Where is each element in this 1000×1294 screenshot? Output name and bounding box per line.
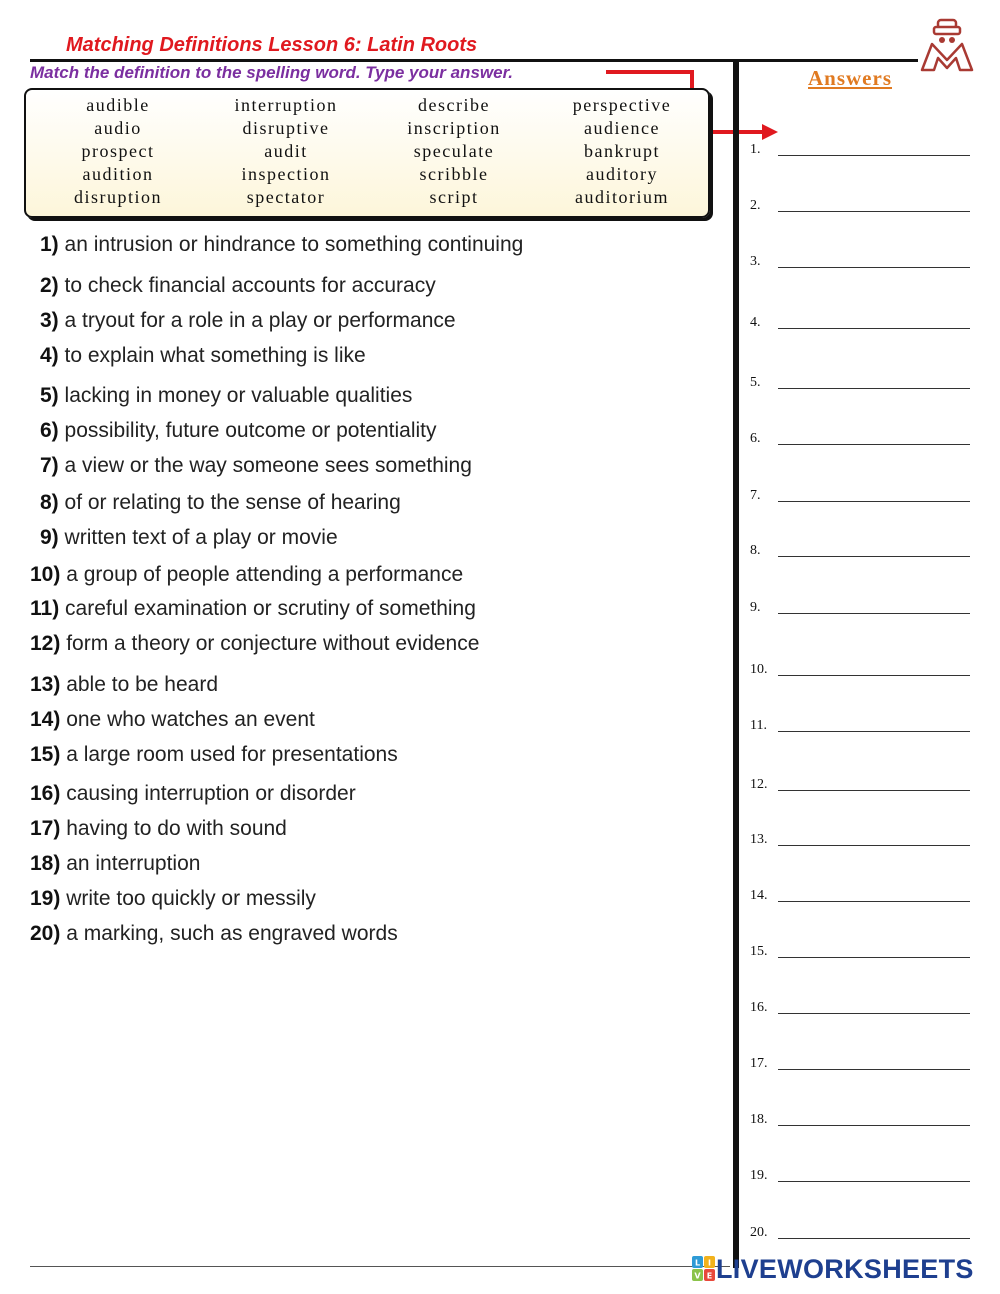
badge-letter: I <box>708 1258 711 1268</box>
answer-field-8[interactable] <box>778 537 970 557</box>
definition-number: 17) <box>30 817 61 840</box>
definition-item <box>30 743 398 767</box>
footer-rule <box>30 1266 730 1267</box>
definition-number: 3) <box>40 309 59 332</box>
answer-number: 8. <box>750 543 761 558</box>
answer-number: 14. <box>750 888 768 903</box>
word-bank-word: audition <box>82 164 154 184</box>
definition-item <box>30 887 316 911</box>
definition-number: 14) <box>30 708 61 731</box>
answer-field-7[interactable] <box>778 482 970 502</box>
answer-line <box>778 790 970 791</box>
definition-text: an interruption <box>66 852 201 875</box>
word-bank-word: audible <box>86 95 150 115</box>
answer-number: 10. <box>750 662 768 677</box>
answer-field-1[interactable] <box>778 136 970 156</box>
badge-letter: L <box>694 1258 701 1268</box>
word-bank-word: audit <box>264 141 308 161</box>
definition-text: an intrusion or hindrance to something continuing <box>64 233 524 256</box>
answer-number: 16. <box>750 1000 768 1015</box>
answer-field-18[interactable] <box>778 1106 970 1126</box>
definition-text: one who watches an event <box>66 708 315 731</box>
definition-number: 7) <box>40 454 59 477</box>
answer-number: 7. <box>750 488 761 503</box>
definition-text: written text of a play or movie <box>64 526 338 549</box>
definition-number: 11) <box>30 597 60 620</box>
answer-field-4[interactable] <box>778 309 970 329</box>
header-rule <box>30 59 918 62</box>
definition-item <box>30 852 200 876</box>
word-bank-word: inspection <box>241 164 331 184</box>
definition-text: causing interruption or disorder <box>66 782 356 805</box>
definition-text: lacking in money or valuable qualities <box>64 384 413 407</box>
word-bank-column-1 <box>33 94 203 209</box>
word-bank <box>24 88 710 218</box>
answer-line <box>778 901 970 902</box>
definition-number: 10) <box>30 563 61 586</box>
word-bank-word: interruption <box>234 95 338 115</box>
definition-text: a tryout for a role in a play or performance <box>64 309 456 332</box>
definition-item <box>40 344 366 368</box>
answer-field-6[interactable] <box>778 425 970 445</box>
liveworksheets-badge-icon <box>692 1256 716 1282</box>
answer-line <box>778 267 970 268</box>
word-bank-word: disruptive <box>242 118 330 138</box>
definition-number: 18) <box>30 852 61 875</box>
word-bank-word: spectator <box>246 187 326 207</box>
answer-number: 17. <box>750 1056 768 1071</box>
definition-text: to check financial accounts for accuracy <box>64 274 436 297</box>
answer-line <box>778 675 970 676</box>
answer-line <box>778 731 970 732</box>
definition-item <box>40 309 456 333</box>
answer-line <box>778 328 970 329</box>
word-bank-word: prospect <box>81 141 155 161</box>
answer-line <box>778 1069 970 1070</box>
definition-number: 1) <box>40 233 59 256</box>
word-bank-word: describe <box>418 95 490 115</box>
instructions: Match the definition to the spelling word. Type your answer. <box>30 63 513 82</box>
answer-field-14[interactable] <box>778 882 970 902</box>
definition-item <box>30 673 218 697</box>
worksheet-title: Matching Definitions Lesson 6: Latin Roots <box>66 34 478 56</box>
definition-number: 12) <box>30 632 61 655</box>
answer-line <box>778 155 970 156</box>
definition-number: 20) <box>30 922 61 945</box>
definition-text: to explain what something is like <box>64 344 366 367</box>
answer-number: 5. <box>750 375 761 390</box>
answer-line <box>778 1238 970 1239</box>
answer-line <box>778 211 970 212</box>
definition-text: a view or the way someone sees something <box>64 454 472 477</box>
definition-item <box>30 708 315 732</box>
answer-field-9[interactable] <box>778 594 970 614</box>
answer-line <box>778 1181 970 1182</box>
answer-field-3[interactable] <box>778 248 970 268</box>
word-bank-word: audience <box>584 118 660 138</box>
definition-item <box>40 491 401 515</box>
answer-field-12[interactable] <box>778 771 970 791</box>
answer-field-17[interactable] <box>778 1050 970 1070</box>
answer-number: 19. <box>750 1168 768 1183</box>
answer-line <box>778 1013 970 1014</box>
answer-field-19[interactable] <box>778 1162 970 1182</box>
answer-line <box>778 1125 970 1126</box>
definition-item <box>30 922 398 946</box>
definition-text: possibility, future outcome or potentiality <box>64 419 437 442</box>
definition-text: a group of people attending a performance <box>66 563 464 586</box>
answer-field-16[interactable] <box>778 994 970 1014</box>
definition-number: 16) <box>30 782 61 805</box>
definition-text: a large room used for presentations <box>66 743 398 766</box>
word-bank-word: disruption <box>73 187 162 207</box>
answer-field-20[interactable] <box>778 1219 970 1239</box>
answer-field-2[interactable] <box>778 192 970 212</box>
answer-number: 20. <box>750 1225 768 1240</box>
answer-number: 13. <box>750 832 768 847</box>
definition-text: able to be heard <box>66 673 218 696</box>
definition-text: having to do with sound <box>66 817 287 840</box>
definition-item <box>30 563 463 587</box>
answer-line <box>778 501 970 502</box>
word-bank-column-2 <box>201 94 371 209</box>
answer-number: 2. <box>750 198 761 213</box>
definition-number: 8) <box>40 491 59 514</box>
answers-heading: Answers <box>808 66 892 90</box>
definition-number: 13) <box>30 673 61 696</box>
answer-number: 11. <box>750 718 767 733</box>
definition-item <box>40 419 437 443</box>
definition-item <box>40 274 436 298</box>
word-bank-word: inscription <box>407 118 501 138</box>
answer-field-5[interactable] <box>778 369 970 389</box>
definition-item <box>40 233 523 257</box>
word-bank-word: audio <box>94 118 142 138</box>
answer-number: 6. <box>750 431 761 446</box>
answer-number: 9. <box>750 600 761 615</box>
definition-item <box>30 632 479 656</box>
badge-letter: E <box>706 1271 713 1281</box>
mascot-logo-icon <box>918 18 976 74</box>
answer-line <box>778 444 970 445</box>
word-bank-column-3 <box>369 94 539 209</box>
badge-letter: V <box>694 1271 701 1281</box>
liveworksheets-brand <box>692 1256 974 1282</box>
word-bank-word: auditory <box>586 164 658 184</box>
definition-number: 19) <box>30 887 61 910</box>
answer-number: 4. <box>750 315 761 330</box>
word-bank-word: script <box>429 187 479 207</box>
word-bank-word: scribble <box>419 164 489 184</box>
definition-text: a marking, such as engraved words <box>66 922 398 945</box>
answer-line <box>778 556 970 557</box>
definition-number: 4) <box>40 344 59 367</box>
definition-text: careful examination or scrutiny of something <box>65 597 476 620</box>
answer-field-13[interactable] <box>778 826 970 846</box>
definition-item <box>30 817 287 841</box>
definition-text: write too quickly or messily <box>66 887 316 910</box>
definition-item <box>40 526 338 550</box>
answers-divider <box>733 62 739 1268</box>
word-bank-word: bankrupt <box>584 141 660 161</box>
word-bank-word: speculate <box>413 141 495 161</box>
definition-number: 15) <box>30 743 61 766</box>
answer-number: 1. <box>750 142 761 157</box>
answer-number: 12. <box>750 777 768 792</box>
answer-line <box>778 957 970 958</box>
answer-line <box>778 845 970 846</box>
definition-number: 9) <box>40 526 59 549</box>
answer-number: 3. <box>750 254 761 269</box>
answer-field-15[interactable] <box>778 938 970 958</box>
definition-item <box>30 782 356 806</box>
answer-line <box>778 388 970 389</box>
definition-item <box>40 384 412 408</box>
definition-item <box>40 454 472 478</box>
answer-field-10[interactable] <box>778 656 970 676</box>
word-bank-word: auditorium <box>575 187 669 207</box>
word-bank-column-4 <box>537 94 707 209</box>
definition-number: 6) <box>40 419 59 442</box>
answer-number: 15. <box>750 944 768 959</box>
definition-item <box>30 597 476 621</box>
word-bank-word: perspective <box>572 95 672 115</box>
brand-name: LIVEWORKSHEETS <box>716 1254 974 1284</box>
definition-number: 2) <box>40 274 59 297</box>
definition-text: form a theory or conjecture without evidence <box>66 632 480 655</box>
definition-number: 5) <box>40 384 59 407</box>
definition-text: of or relating to the sense of hearing <box>64 491 401 514</box>
answer-number: 18. <box>750 1112 768 1127</box>
answer-line <box>778 613 970 614</box>
answer-field-11[interactable] <box>778 712 970 732</box>
